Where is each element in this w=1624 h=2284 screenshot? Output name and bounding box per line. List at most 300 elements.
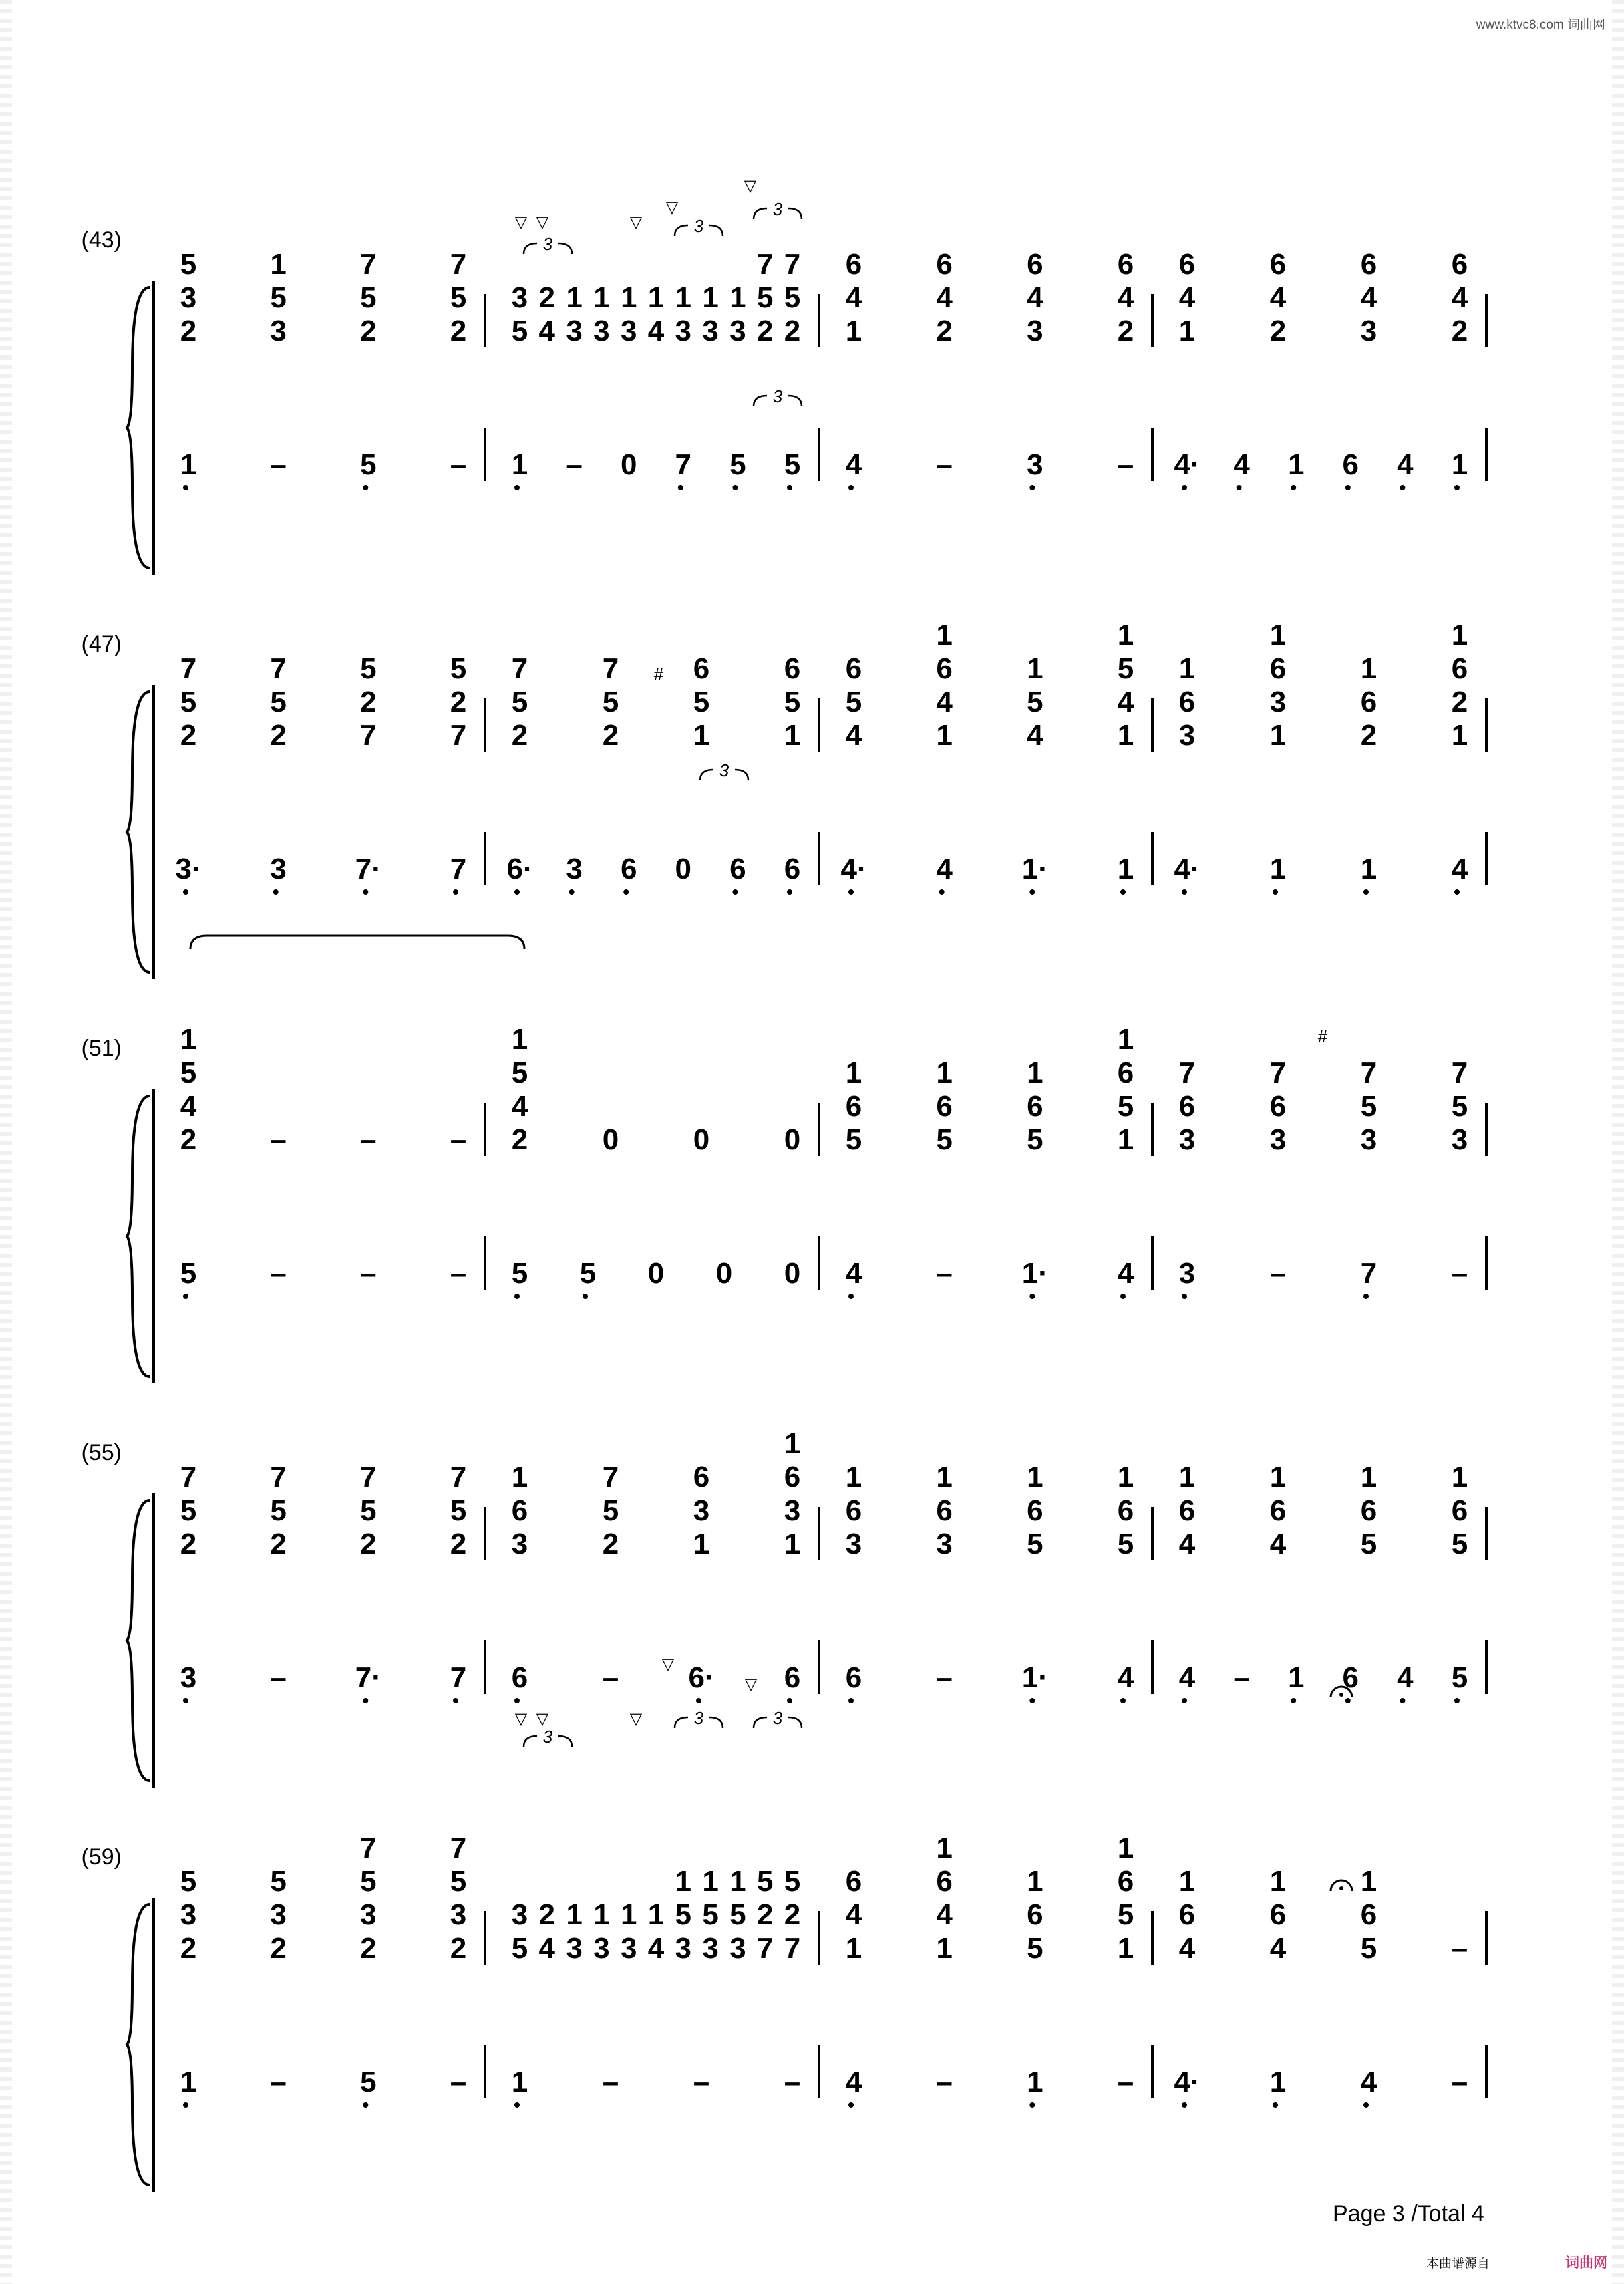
treble-note: 7 — [450, 1461, 467, 1493]
breath-mark: ▽ — [629, 213, 643, 231]
rest: 0 — [693, 1123, 710, 1156]
treble-note: 6 — [1451, 1494, 1468, 1527]
treble-note: 1 — [1027, 1056, 1043, 1089]
treble-note: 1 — [784, 1427, 801, 1460]
treble-note: 5 — [784, 1865, 801, 1898]
treble-note: 3 — [620, 315, 637, 347]
treble-note: 4 — [511, 1090, 528, 1123]
treble-note: 1 — [675, 1865, 692, 1898]
grand-staff-brace — [127, 1904, 150, 2185]
treble-note: 3 — [270, 315, 287, 347]
treble-note: 6 — [1178, 1898, 1196, 1931]
treble-note: 4 — [180, 1090, 197, 1123]
bass-note: 5 — [729, 448, 746, 481]
bass-note: 0 — [620, 448, 637, 481]
treble-note: 3 — [1178, 1123, 1196, 1156]
treble-note: 2 — [180, 1932, 197, 1965]
treble-note: 1 — [845, 1461, 862, 1493]
treble-note: 4 — [1269, 1932, 1287, 1965]
low-octave-dot — [1182, 1294, 1187, 1299]
low-octave-dot — [1291, 1698, 1296, 1703]
treble-note: 1 — [270, 248, 287, 281]
treble-note: 5 — [180, 248, 197, 281]
sustain-dash: – — [270, 2065, 287, 2098]
low-octave-dot — [183, 1294, 188, 1299]
low-octave-dot — [623, 889, 629, 895]
treble-note: 3 — [180, 281, 197, 314]
treble-note: 2 — [936, 315, 953, 347]
treble-note: 3 — [511, 281, 528, 314]
breath-mark: ▽ — [514, 213, 528, 231]
treble-note: 1 — [1269, 719, 1287, 752]
treble-note: 6 — [693, 1461, 710, 1493]
low-octave-dot — [514, 485, 520, 490]
treble-note: 3 — [702, 315, 719, 347]
sharp-sign: # — [1317, 1026, 1328, 1046]
low-octave-dot — [848, 1294, 854, 1299]
triplet-number: 3 — [693, 216, 704, 236]
sustain-dash: – — [1451, 2065, 1468, 2098]
low-octave-dot — [363, 2102, 368, 2108]
bass-note: 4 — [1397, 1661, 1414, 1694]
treble-note: 1 — [675, 281, 692, 314]
low-octave-dot — [1029, 485, 1035, 490]
low-octave-dot — [183, 485, 188, 490]
treble-note: 2 — [270, 1528, 287, 1560]
bass-note: 6 — [1342, 448, 1359, 481]
treble-note: 7 — [602, 652, 619, 685]
bass-note: 1 — [1269, 2065, 1287, 2098]
treble-note: 1 — [702, 281, 719, 314]
treble-note: 3 — [729, 315, 746, 347]
treble-note: 6 — [1269, 1898, 1287, 1931]
treble-note: 5 — [270, 686, 287, 718]
treble-note: 1 — [702, 1865, 719, 1898]
treble-note: 2 — [450, 315, 467, 347]
treble-note: 1 — [1117, 1932, 1134, 1965]
slur — [190, 936, 524, 949]
bass-note: 1 — [180, 2065, 197, 2098]
treble-note: 1 — [1269, 1461, 1287, 1493]
bass-note: 6· — [506, 853, 533, 885]
triplet-number: 3 — [542, 1727, 553, 1747]
low-octave-dot — [1400, 1698, 1405, 1703]
treble-note: 5 — [270, 1494, 287, 1527]
treble-note: 7 — [1360, 1056, 1377, 1089]
sustain-dash: – — [360, 1257, 377, 1290]
measure-number: (43) — [81, 227, 122, 253]
low-octave-dot — [1182, 2102, 1187, 2108]
bass-note: 1 — [1269, 853, 1287, 885]
treble-note: 6 — [784, 1461, 801, 1493]
treble-note: 5 — [1451, 1528, 1468, 1560]
low-octave-dot — [787, 485, 792, 490]
treble-note: 2 — [360, 1528, 377, 1560]
low-octave-dot — [848, 889, 854, 895]
bass-note: 1 — [1027, 2065, 1043, 2098]
low-octave-dot — [848, 1698, 854, 1703]
bass-note: 0 — [675, 853, 692, 885]
treble-note: 6 — [936, 652, 953, 685]
sustain-dash: – — [450, 1123, 467, 1156]
triplet-bracket — [675, 1717, 688, 1728]
triplet-number: 3 — [772, 199, 783, 219]
low-octave-dot — [848, 485, 854, 490]
treble-note: 1 — [647, 1898, 665, 1931]
bass-note: 1 — [1360, 853, 1377, 885]
treble-note: 1 — [1178, 315, 1196, 347]
treble-note: 6 — [1269, 248, 1287, 281]
triplet-bracket — [754, 1717, 767, 1728]
triplet-bracket — [558, 243, 572, 254]
low-octave-dot — [732, 485, 738, 490]
breath-mark: ▽ — [665, 198, 679, 217]
bass-note: 0 — [784, 1257, 801, 1290]
treble-note: 1 — [1027, 1865, 1043, 1898]
treble-note: 6 — [1360, 1898, 1377, 1931]
triplet-number: 3 — [772, 1708, 783, 1728]
treble-note: 7 — [450, 1832, 467, 1864]
treble-note: 3 — [1269, 1123, 1287, 1156]
treble-note: 5 — [1117, 1898, 1134, 1931]
low-octave-dot — [1363, 889, 1369, 895]
grand-staff-brace — [127, 1500, 150, 1781]
bass-note: 6· — [688, 1661, 715, 1694]
treble-note: 5 — [1027, 1932, 1043, 1965]
treble-note: 1 — [511, 1023, 528, 1056]
low-octave-dot — [583, 1294, 588, 1299]
treble-note: 2 — [602, 719, 619, 752]
treble-note: 6 — [936, 1865, 953, 1898]
low-octave-dot — [732, 889, 738, 895]
treble-note: 3 — [620, 1932, 637, 1965]
measure-number: (51) — [81, 1036, 122, 1061]
sustain-dash: – — [1117, 448, 1134, 481]
treble-note: 5 — [702, 1898, 719, 1931]
breath-mark: ▽ — [661, 1655, 675, 1673]
bass-note: 4 — [1178, 1661, 1196, 1694]
treble-note: 1 — [1027, 1461, 1043, 1493]
treble-note: 1 — [593, 281, 610, 314]
low-octave-dot — [1363, 2102, 1369, 2108]
treble-note: 2 — [538, 1898, 556, 1931]
bass-note: 4· — [840, 853, 867, 885]
treble-note: 5 — [675, 1898, 692, 1931]
triplet-bracket — [709, 225, 723, 236]
treble-note: 2 — [180, 315, 197, 347]
treble-note: 4 — [1178, 1932, 1196, 1965]
treble-note: 2 — [756, 1898, 774, 1931]
treble-note: 6 — [845, 1494, 862, 1527]
treble-note: 1 — [729, 1865, 746, 1898]
bass-note: 3 — [270, 853, 287, 885]
sustain-dash: – — [1233, 1661, 1250, 1694]
treble-note: 1 — [1178, 652, 1196, 685]
treble-note: 4 — [936, 686, 953, 718]
bass-note: 1 — [1451, 448, 1468, 481]
bass-note: 3 — [180, 1661, 197, 1694]
low-octave-dot — [1237, 485, 1242, 490]
treble-note: 5 — [1117, 1528, 1134, 1560]
treble-note: 3 — [1027, 315, 1043, 347]
triplet-bracket — [735, 770, 748, 780]
treble-note: 5 — [511, 315, 528, 347]
bass-note: 7 — [1360, 1257, 1377, 1290]
low-octave-dot — [787, 889, 792, 895]
treble-note: 2 — [180, 1528, 197, 1560]
sustain-dash: – — [693, 2065, 710, 2098]
low-octave-dot — [696, 1698, 701, 1703]
grand-staff-brace — [127, 1096, 150, 1377]
low-octave-dot — [183, 1698, 188, 1703]
low-octave-dot — [363, 889, 368, 895]
treble-note: 2 — [450, 686, 467, 718]
bass-note: 1· — [1021, 853, 1048, 885]
treble-note: 5 — [1027, 1528, 1043, 1560]
fermata-dot — [1339, 1693, 1343, 1697]
treble-note: 6 — [1027, 1898, 1043, 1931]
treble-note: 1 — [1451, 1461, 1468, 1493]
treble-note: 3 — [360, 1898, 377, 1931]
treble-note: 5 — [180, 686, 197, 718]
fermata-dot — [1339, 1886, 1343, 1890]
bass-note: 5 — [784, 448, 801, 481]
bass-note: 4 — [1233, 448, 1250, 481]
treble-note: 4 — [1269, 1528, 1287, 1560]
treble-note: 5 — [1117, 1090, 1134, 1123]
treble-note: 6 — [845, 652, 862, 685]
treble-note: 1 — [566, 281, 583, 314]
treble-note: 1 — [647, 281, 665, 314]
treble-note: 4 — [1178, 281, 1196, 314]
breath-mark: ▽ — [536, 1710, 549, 1728]
treble-note: 3 — [566, 315, 583, 347]
bass-note: 1 — [511, 2065, 528, 2098]
treble-note: 3 — [729, 1932, 746, 1965]
treble-note: 2 — [1451, 686, 1468, 718]
treble-note: 5 — [784, 281, 801, 314]
low-octave-dot — [514, 1698, 520, 1703]
treble-note: 4 — [845, 1898, 862, 1931]
bass-note: 4 — [1397, 448, 1414, 481]
treble-note: 6 — [1451, 248, 1468, 281]
sustain-dash: – — [1451, 1932, 1468, 1965]
bass-note: 3 — [1178, 1257, 1196, 1290]
triplet-bracket — [700, 770, 713, 780]
low-octave-dot — [1120, 1698, 1126, 1703]
low-octave-dot — [569, 889, 575, 895]
treble-note: 5 — [360, 1865, 377, 1898]
bass-note: 4· — [1174, 2065, 1200, 2098]
treble-note: 6 — [1117, 248, 1134, 281]
treble-note: 2 — [270, 1932, 287, 1965]
treble-note: 3 — [1178, 719, 1196, 752]
triplet-bracket — [524, 1736, 537, 1747]
treble-note: 6 — [1269, 652, 1287, 685]
treble-note: 4 — [936, 1898, 953, 1931]
sustain-dash: – — [360, 1123, 377, 1156]
bass-note: 6 — [1342, 1661, 1359, 1694]
low-octave-dot — [787, 1698, 792, 1703]
bass-note: 6 — [729, 853, 746, 885]
bass-note: 4 — [1360, 2065, 1377, 2098]
triplet-bracket — [709, 1717, 723, 1728]
treble-note: 7 — [360, 719, 377, 752]
treble-note: 2 — [360, 686, 377, 718]
treble-note: 7 — [180, 1461, 197, 1493]
low-octave-dot — [939, 889, 945, 895]
sustain-dash: – — [270, 448, 287, 481]
low-octave-dot — [1345, 1698, 1351, 1703]
treble-note: 1 — [566, 1898, 583, 1931]
sustain-dash: – — [450, 448, 467, 481]
treble-note: 1 — [1117, 1461, 1134, 1493]
treble-note: 3 — [593, 315, 610, 347]
treble-note: 7 — [270, 1461, 287, 1493]
treble-note: 5 — [511, 1932, 528, 1965]
bass-note: 3 — [1027, 448, 1043, 481]
treble-note: 1 — [1117, 1023, 1134, 1056]
treble-note: 1 — [693, 719, 710, 752]
treble-note: 5 — [1451, 1090, 1468, 1123]
treble-note: 5 — [756, 1865, 774, 1898]
treble-note: 1 — [1360, 1865, 1377, 1898]
treble-note: 1 — [1117, 1832, 1134, 1864]
treble-note: 5 — [756, 281, 774, 314]
low-octave-dot — [1029, 2102, 1035, 2108]
treble-note: 3 — [1360, 315, 1377, 347]
treble-note: 2 — [511, 719, 528, 752]
treble-note: 7 — [784, 1932, 801, 1965]
treble-note: 5 — [784, 686, 801, 718]
treble-note: 1 — [936, 719, 953, 752]
treble-note: 1 — [180, 1023, 197, 1056]
treble-note: 1 — [511, 1461, 528, 1493]
bass-note: 5 — [511, 1257, 528, 1290]
treble-note: 4 — [845, 719, 862, 752]
treble-note: 1 — [845, 1932, 862, 1965]
bass-note: 4 — [845, 2065, 862, 2098]
treble-note: 7 — [180, 652, 197, 685]
rest: 0 — [602, 1123, 619, 1156]
measure-number: (59) — [81, 1844, 122, 1870]
low-octave-dot — [1029, 889, 1035, 895]
low-octave-dot — [183, 889, 188, 895]
measure-number: (55) — [81, 1440, 122, 1465]
treble-note: 1 — [693, 1528, 710, 1560]
treble-note: 2 — [360, 1932, 377, 1965]
treble-note: 4 — [1451, 281, 1468, 314]
treble-note: 2 — [180, 1123, 197, 1156]
triplet-bracket — [675, 225, 688, 236]
bass-note: 4 — [1117, 1661, 1134, 1694]
treble-note: 5 — [360, 281, 377, 314]
treble-note: 5 — [845, 1123, 862, 1156]
treble-note: 4 — [1178, 1528, 1196, 1560]
treble-note: 5 — [1117, 652, 1134, 685]
bass-note: 6 — [845, 1661, 862, 1694]
sustain-dash: – — [936, 2065, 953, 2098]
triplet-number: 3 — [693, 1708, 704, 1728]
low-octave-dot — [453, 889, 458, 895]
treble-note: 4 — [1269, 281, 1287, 314]
treble-note: 3 — [845, 1528, 862, 1560]
treble-note: 1 — [784, 1528, 801, 1560]
treble-note: 4 — [538, 1932, 556, 1965]
bass-note: 3 — [566, 853, 583, 885]
triplet-number: 3 — [772, 386, 783, 406]
sustain-dash: – — [602, 1661, 619, 1694]
treble-note: 6 — [845, 1090, 862, 1123]
treble-note: 2 — [180, 719, 197, 752]
treble-note: 1 — [1451, 619, 1468, 652]
treble-note: 2 — [784, 1898, 801, 1931]
treble-note: 6 — [1269, 1494, 1287, 1527]
bass-note: 3· — [175, 853, 202, 885]
treble-note: 7 — [450, 719, 467, 752]
low-octave-dot — [363, 1698, 368, 1703]
bass-note: 4 — [845, 1257, 862, 1290]
treble-note: 4 — [1027, 281, 1043, 314]
treble-note: 5 — [511, 1056, 528, 1089]
treble-note: 2 — [450, 1932, 467, 1965]
triplet-bracket — [754, 396, 767, 406]
treble-note: 1 — [936, 1832, 953, 1864]
sustain-dash: – — [784, 2065, 801, 2098]
treble-note: 4 — [936, 281, 953, 314]
sustain-dash: – — [1269, 1257, 1287, 1290]
treble-note: 3 — [1269, 686, 1287, 718]
bass-note: 5 — [1451, 1661, 1468, 1694]
treble-note: 2 — [538, 281, 556, 314]
treble-note: 7 — [1451, 1056, 1468, 1089]
treble-note: 1 — [1269, 1865, 1287, 1898]
treble-note: 4 — [1360, 281, 1377, 314]
treble-note: 6 — [1360, 248, 1377, 281]
treble-note: 6 — [936, 248, 953, 281]
treble-note: 3 — [702, 1932, 719, 1965]
low-octave-dot — [1120, 1294, 1126, 1299]
bass-note: 7· — [355, 1661, 381, 1694]
triplet-bracket — [788, 208, 802, 219]
treble-note: 3 — [511, 1898, 528, 1931]
low-octave-dot — [848, 2102, 854, 2108]
treble-note: 3 — [450, 1898, 467, 1931]
treble-note: 7 — [1178, 1056, 1196, 1089]
bass-note: 0 — [647, 1257, 665, 1290]
treble-note: 5 — [1360, 1528, 1377, 1560]
treble-note: 5 — [450, 652, 467, 685]
bass-note: 5 — [360, 448, 377, 481]
treble-note: 3 — [566, 1932, 583, 1965]
treble-note: 2 — [511, 1123, 528, 1156]
low-octave-dot — [1182, 1698, 1187, 1703]
low-octave-dot — [1454, 1698, 1460, 1703]
low-octave-dot — [1454, 485, 1460, 490]
treble-note: 1 — [845, 315, 862, 347]
bass-note: 5 — [579, 1257, 597, 1290]
low-octave-dot — [273, 889, 279, 895]
bass-note: 1 — [511, 448, 528, 481]
low-octave-dot — [453, 1698, 458, 1703]
treble-note: 7 — [450, 248, 467, 281]
bass-note: 1 — [180, 448, 197, 481]
breath-mark: ▽ — [744, 1675, 758, 1693]
treble-note: 7 — [511, 652, 528, 685]
low-octave-dot — [1182, 889, 1187, 895]
bass-note: 7 — [450, 1661, 467, 1694]
bass-note: 1 — [1117, 853, 1134, 885]
